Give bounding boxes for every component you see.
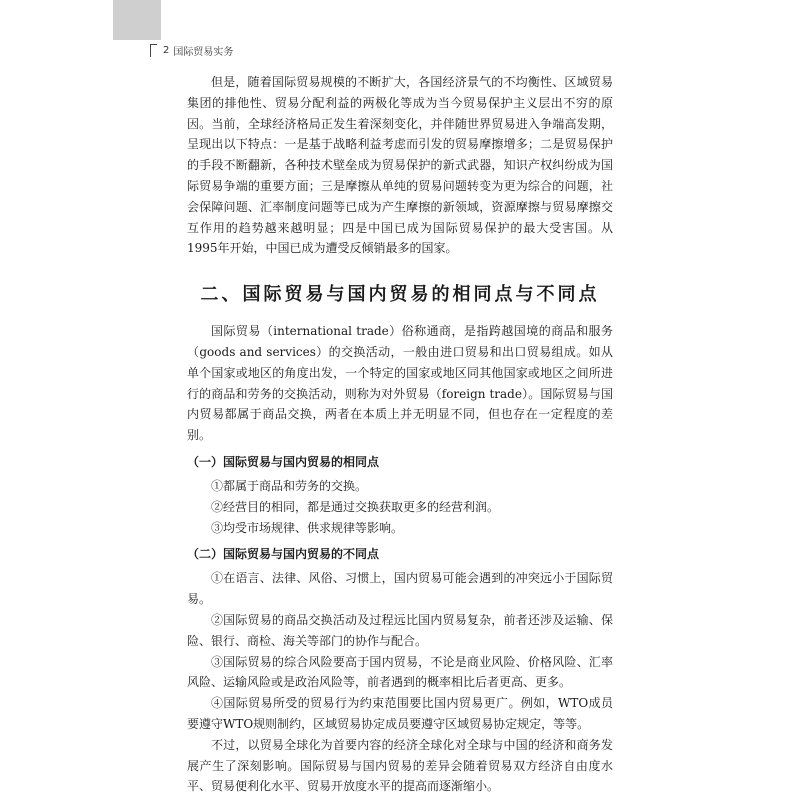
closing-paragraph: 不过，以贸易全球化为首要内容的经济全球化对全球与中国的经济和商务发展产生了深刻影响。国际贸易与国内贸易的差异会随着贸易双方经济自由度水平、贸易便利化水平、贸易开放度水平的提高而逐渐缩小。 [187,737,613,794]
running-header [150,42,650,58]
page-corner-tab [113,0,161,40]
difference-item: ④国际贸易所受的贸易行为约束范围要比国内贸易更广。例如，WTO成员要遵守WTO规则制约，区域贸易协定成员要遵守区域贸易协定规定，等等。 [187,696,613,731]
similarity-item: ①都属于商品和劳务的交换。 [211,478,368,493]
header-bracket-decoration [150,44,157,57]
similarities-heading: （一）国际贸易与国内贸易的相同点 [187,454,380,469]
similarity-item: ③均受市场规律、供求规律等影响。 [211,520,404,535]
book-title: 国际贸易实务 [173,46,234,58]
page-body [187,72,613,797]
difference-item: ①在语言、法律、风俗、习惯上，国内贸易可能会遇到的冲突远小于国际贸易。 [187,571,613,607]
differences-heading: （二）国际贸易与国内贸易的不同点 [187,547,380,562]
difference-item: ③国际贸易的综合风险要高于国内贸易，不论是商业风险、价格风险、汇率风险、运输风险或是政治风险等，前者遇到的概率相比后者更高、更多。 [187,654,613,690]
similarity-item: ②经营目的相同，都是通过交换获取更多的经营利润。 [211,499,500,514]
page-number: 2 [163,44,170,56]
intro-paragraph: 但是，随着国际贸易规模的不断扩大，各国经济景气的不均衡性、区域贸易集团的排他性、贸易分配利益的两极化等成为当今贸易保护主义层出不穷的原因。当前，全球经济格局正发生着深刻变化，并伴随世界贸易进入争端高发期，呈现出以下特点：一是基于战略利益考虑而引发的贸易摩擦增多；二是贸易保护的手段不断翻新，各种技术壁垒成为贸易保护的新式武器，知识产权纠纷成为国际贸易争端的重要方面；三是摩擦从单纯的贸易问题转变为更为综合的问题，社会保障问题、汇率制度问题等已成为产生摩擦的新领域，资源摩擦与贸易摩擦交互作用的趋势越来越明显；四是中国已成为国际贸易保护的最大受害国。从1995年开始，中国已成为遭受反倾销最多的国家。 [187,75,613,256]
difference-item: ②国际贸易的商品交换活动及过程远比国内贸易复杂，前者还涉及运输、保险、银行、商检、海关等部门的协作与配合。 [187,612,613,648]
section-title: 二、国际贸易与国内贸易的相同点与不同点 [200,284,600,306]
definition-paragraph: 国际贸易（international trade）俗称通商，是指跨越国境的商品和服务（goods and services）的交换活动，一般由进口贸易和出口贸易组成。如从单个国家或地区的角度出发，一个特定的国家或地区同其他国家或地区之间所进行的商品和劳务的交换活动，则称为对外贸易（foreign trade）。国际贸易与国内贸易都属于商品交换，两者在本质上并无明显不同，但也存在一定程度的差别。 [187,324,613,443]
